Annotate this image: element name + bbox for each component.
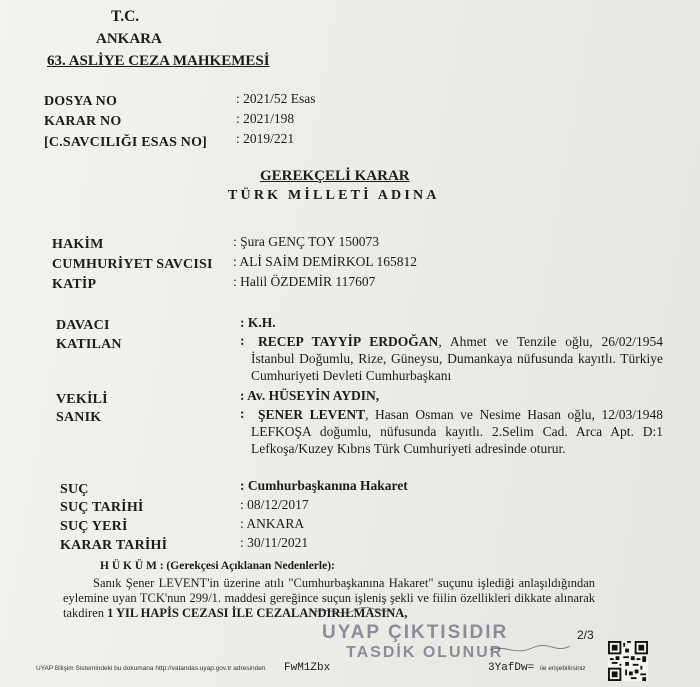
katip-label: KATİP bbox=[52, 277, 97, 292]
suc-tarihi-label: SUÇ TARİHİ bbox=[60, 500, 144, 515]
hakim-label: HAKİM bbox=[52, 237, 104, 252]
header-tc: T.C. bbox=[111, 8, 140, 25]
suc-label: SUÇ bbox=[60, 482, 89, 497]
karar-tarihi-label: KARAR TARİHİ bbox=[60, 538, 168, 553]
hukum-text: Sanık Şener LEVENT'in üzerine atılı "Cumhurbaşkanına Hakaret" suçunu işlediği anlaşıldığından eylemine uyan TCK'nun 299/1. maddesi gereğince suçun işleniş şekli ve fiilin özellikleri dikkate alınarak takdiren bbox=[63, 576, 595, 620]
savci-value: : ALİ SAİM DEMİRKOL 165812 bbox=[233, 254, 417, 269]
katilan-text: , Ahmet ve Tenzile oğlu, 26/02/1954 İstanbul Doğumlu, Rize, Güneysu, Dumankaya nüfusunda kayıtlı. Türkiye Cumhuriyeti Devleti Cumhurbaşkanı bbox=[251, 334, 664, 383]
footer-suffix: ile erişebilirsiniz bbox=[540, 665, 586, 672]
katip-value: : Halil ÖZDEMİR 117607 bbox=[233, 274, 376, 289]
page-number: 2/3 bbox=[577, 628, 594, 642]
davaci-value: : K.H. bbox=[240, 315, 276, 330]
footer-code1: FwM1Zbx bbox=[284, 662, 331, 674]
katilan-details bbox=[251, 333, 663, 384]
hukum-sentence: 1 YIL HAPİS CEZASI İLE CEZALANDIRILMASINA, bbox=[107, 606, 408, 620]
karar-no-value: : 2021/198 bbox=[236, 111, 295, 126]
sanik-text: , Hasan Osman ve Nesime Hasan oğlu, 12/03/1948 LEFKOŞA doğumlu, nüfusunda kayıtlı. 2.Selim Cad. Arca Apt. D:1 Lefkoşa/Kuzey Kıbrıs Türk Cumhuriyeti adresinde oturur. bbox=[251, 407, 663, 456]
dosya-no-label: DOSYA NO bbox=[44, 94, 118, 109]
vekili-value: : Av. HÜSEYİN AYDIN, bbox=[240, 388, 380, 403]
sanik-label: SANIK bbox=[56, 410, 102, 425]
decision-subtitle: TÜRK MİLLETİ ADINA bbox=[228, 188, 440, 203]
davaci-label: DAVACI bbox=[56, 318, 110, 333]
vekili-label: VEKİLİ bbox=[56, 392, 108, 407]
suc-tarihi-value: : 08/12/2017 bbox=[240, 497, 309, 512]
karar-no-label: KARAR NO bbox=[44, 114, 122, 129]
suc-value: : Cumhurbaşkanına Hakaret bbox=[240, 478, 408, 493]
katilan-name: RECEP TAYYİP ERDOĞAN bbox=[258, 334, 439, 349]
savcilik-esas-value: : 2019/221 bbox=[236, 131, 295, 146]
katilan-colon: : bbox=[240, 333, 245, 348]
suc-yeri-value: : ANKARA bbox=[240, 516, 305, 531]
footer-code2: 3YafDw= bbox=[488, 662, 535, 674]
suc-yeri-label: SUÇ YERİ bbox=[60, 519, 128, 534]
court-name: 63. ASLİYE CEZA MAHKEMESİ bbox=[47, 53, 270, 69]
signature-scribbles bbox=[300, 606, 600, 666]
uyap-stamp-line2: TASDİK OLUNUR bbox=[346, 644, 504, 661]
footer-text: UYAP Bilişim Sistemindeki bu dokumana http://vatandas.uyap.gov.tr adresinden bbox=[36, 665, 266, 672]
hukum-heading: H Ü K Ü M : (Gerekçesi Açıklanan Nedenlerle): bbox=[100, 560, 335, 572]
sanik-name: ŞENER LEVENT bbox=[258, 407, 366, 422]
katilan-label: KATILAN bbox=[56, 337, 122, 352]
qr-code-icon bbox=[608, 641, 648, 681]
sanik-details bbox=[251, 406, 663, 457]
sanik-colon: : bbox=[240, 406, 245, 421]
dosya-no-value: : 2021/52 Esas bbox=[236, 91, 316, 106]
uyap-stamp-line1: UYAP ÇIKTISIDIR bbox=[322, 622, 509, 643]
karar-tarihi-value: : 30/11/2021 bbox=[240, 535, 309, 550]
savcilik-esas-label: [C.SAVCILIĞI ESAS NO] bbox=[44, 135, 208, 150]
hakim-value: : Şura GENÇ TOY 150073 bbox=[233, 234, 380, 249]
header-city: ANKARA bbox=[96, 31, 162, 47]
decision-title: GEREKÇELİ KARAR bbox=[260, 168, 410, 184]
savci-label: CUMHURİYET SAVCISI bbox=[52, 257, 213, 272]
